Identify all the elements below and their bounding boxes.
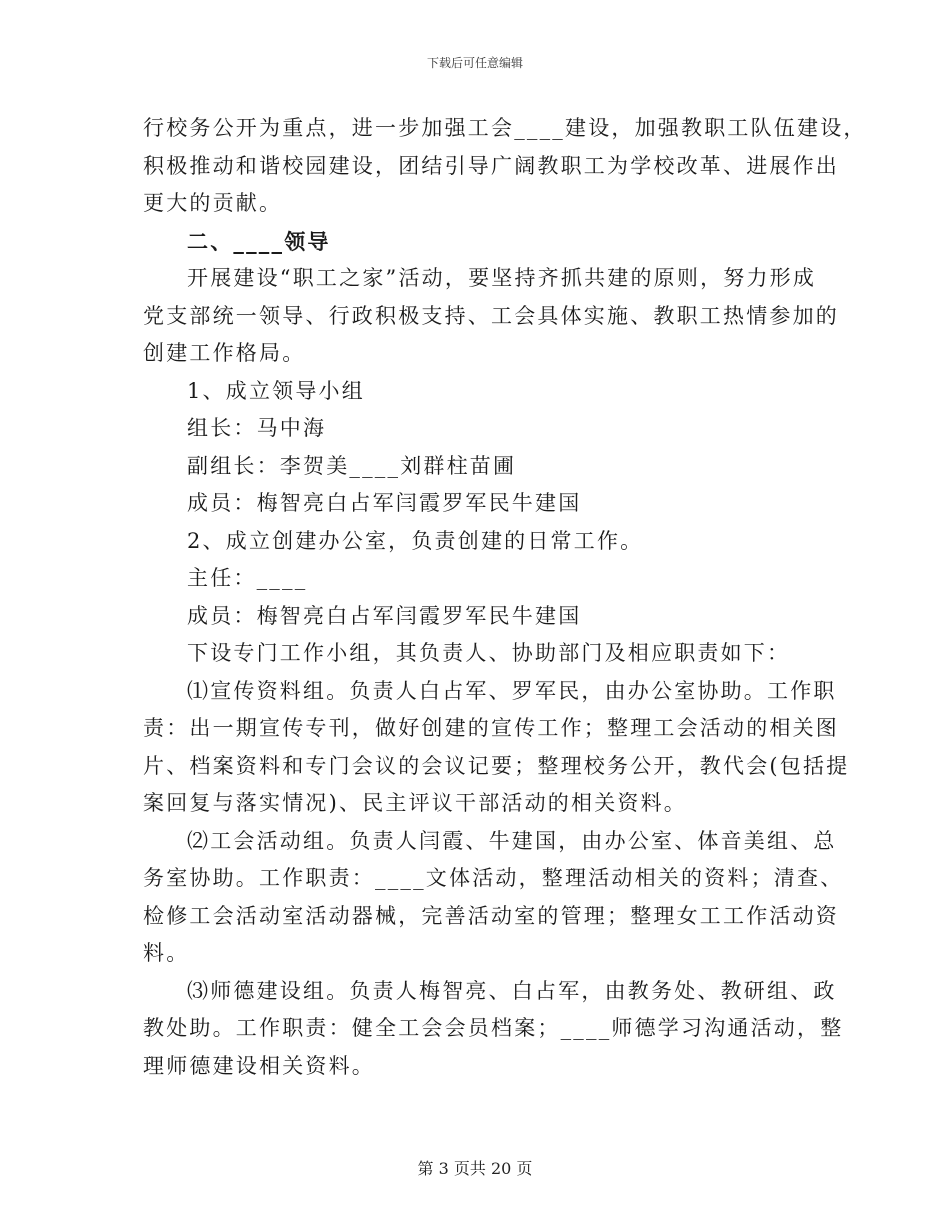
text-line: 1、成立领导小组	[187, 378, 365, 403]
text-line: 积极推动和谐校园建设，团结引导广阔教职工为学校改革、进展作出	[143, 153, 839, 178]
text-line: ⑴宣传资料组。负责人白占军、罗军民，由办公室协助。工作职	[187, 678, 837, 703]
text-line: 案回复与落实情况)、民主评议干部活动的相关资料。	[143, 791, 687, 815]
text-line: 2、成立创建办公室，负责创建的日常工作。	[187, 528, 644, 553]
text-line: 片、档案资料和专门会议的会议记要；整理校务公开，教代会(包括提	[143, 753, 850, 778]
text-line: 党支部统一领导、行政积极支持、工会具体实施、教职工热情参加的	[143, 303, 839, 328]
text-line: 责：出一期宣传专刊，做好创建的宣传工作；整理工会活动的相关图	[143, 716, 839, 740]
text-line: 料。	[143, 941, 190, 965]
text-line: 副组长：李贺美____刘群柱苗圃	[187, 453, 517, 478]
text-line: 务室协助。工作职责：____文体活动，整理活动相关的资料；清查、	[143, 866, 844, 890]
text-line: 下设专门工作小组，其负责人、协助部门及相应职责如下：	[187, 641, 791, 665]
text-line: 开展建设“职工之家”活动，要坚持齐抓共建的原则，努力形成	[187, 266, 817, 290]
text-line: ⑵工会活动组。负责人闫霞、牛建国，由办公室、体音美组、总	[187, 828, 837, 853]
text-line: 主任：____	[187, 566, 308, 590]
text-line: 成员：梅智亮白占军闫霞罗军民牛建国	[187, 491, 582, 515]
text-line: 创建工作格局。	[143, 341, 306, 365]
text-line: 理师德建设相关资料。	[143, 1053, 375, 1078]
text-line: 组长：马中海	[187, 416, 327, 440]
text-line: 成员：梅智亮白占军闫霞罗军民牛建国	[187, 603, 582, 628]
text-line: 教处助。工作职责：健全工会会员档案；____师德学习沟通活动，整	[143, 1016, 844, 1040]
page-header: 下载后可任意编辑	[426, 56, 523, 70]
page-footer: 第 3 页共 20 页	[417, 1159, 533, 1178]
text-line: 更大的贡献。	[143, 191, 283, 215]
text-line: ⑶师德建设组。负责人梅智亮、白占军，由教务处、教研组、政	[187, 978, 837, 1003]
text-line: 行校务公开为重点，进一步加强工会____建设，加强教职工队伍建设，	[143, 116, 867, 140]
document-body	[143, 110, 867, 1085]
text-line: 检修工会活动室活动器械，完善活动室的管理；整理女工工作活动资	[143, 903, 839, 928]
section-heading: 二、____领导	[187, 228, 331, 254]
